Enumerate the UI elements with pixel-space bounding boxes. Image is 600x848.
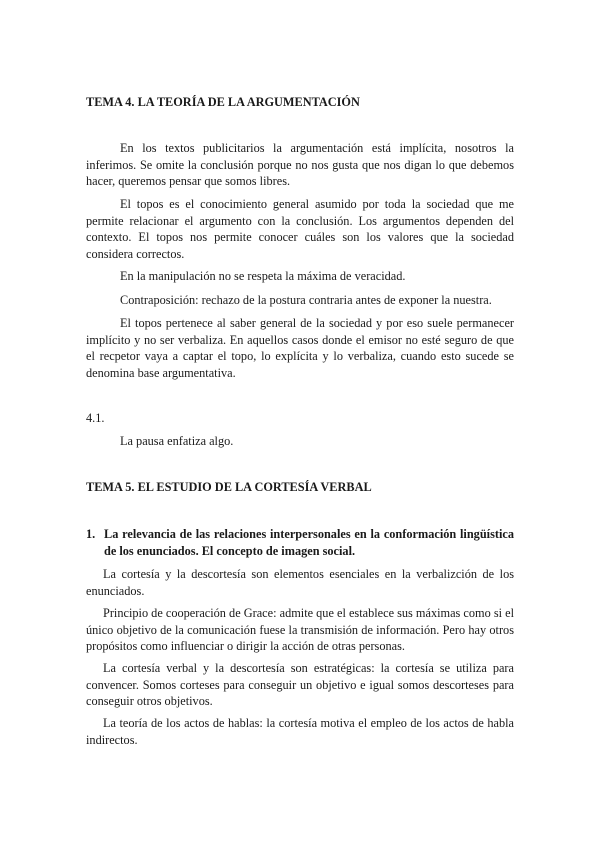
tema4-paragraph-5: El topos pertenece al saber general de la sociedad y por eso suele permanecer implícito y no ser verbaliza. En aquellos casos donde el emisor no esté seguro de que el recpetor vaya a captar el topo, lo explícita y lo verbaliza, cuando esto sucede se denomina base argumentativa. <box>86 316 514 380</box>
tema5-list-item-1 <box>86 526 514 559</box>
tema4-paragraph-3: En la manipulación no se respeta la máxima de veracidad. <box>120 269 406 283</box>
tema5-paragraph-3: La cortesía verbal y la descortesía son estratégicas: la cortesía se utiliza para convencer. Somos corteses para conseguir un objetivo e igual somos descorteses para conseguir otros objetivos. <box>86 661 514 708</box>
subsection-number: 4.1. <box>86 411 105 425</box>
tema4-paragraph-2: El topos es el conocimiento general asumido por toda la sociedad que me permite relacionar el argumento con la conclusión. Los argumentos dependen del contexto. El topos nos permite conocer cuáles son los valores que la sociedad considera correctos. <box>86 197 514 261</box>
tema4-paragraph-1: En los textos publicitarios la argumentación está implícita, nosotros la inferimos. Se omite la conclusión porque no nos gusta que nos digan lo que debemos hacer, queremos pensar que somos libres. <box>86 141 514 188</box>
tema4-paragraph-4: Contraposición: rechazo de la postura contraria antes de exponer la nuestra. <box>120 293 492 307</box>
tema5-heading: TEMA 5. EL ESTUDIO DE LA CORTESÍA VERBAL <box>86 480 372 494</box>
tema5-paragraph-4: La teoría de los actos de hablas: la cortesía motiva el empleo de los actos de habla indirectos. <box>86 716 514 747</box>
subsection-text: La pausa enfatiza algo. <box>120 434 234 448</box>
list-number: 1. <box>86 527 96 541</box>
tema5-paragraph-2: Principio de cooperación de Grace: admite que el establece sus máximas como si el único objetivo de la comunicación fuese la transmisión de información. Pero hay otros propósitos como influenciar o dirigir la acción de otras personas. <box>86 606 514 653</box>
list-title: La relevancia de las relaciones interpersonales en la conformación lingüística de los enunciados. El concepto de imagen social. <box>104 527 514 558</box>
tema4-heading: TEMA 4. LA TEORÍA DE LA ARGUMENTACIÓN <box>86 95 360 109</box>
tema5-paragraph-1: La cortesía y la descortesía son elementos esenciales en la verbalizción de los enunciados. <box>86 567 514 598</box>
